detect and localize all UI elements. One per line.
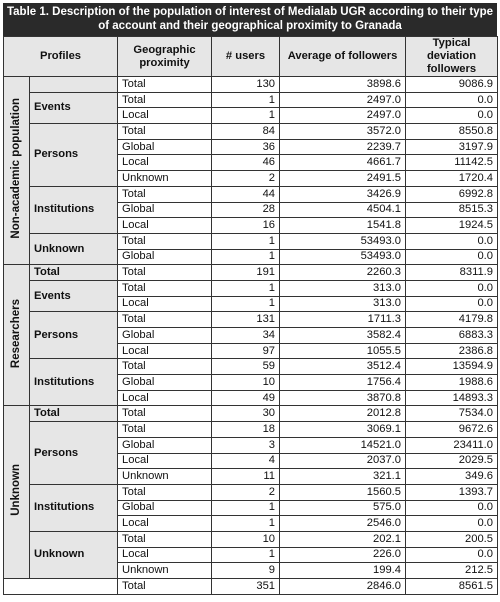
users-cell: 84 — [212, 124, 280, 140]
proximity-cell: Local — [118, 218, 212, 234]
deviation-cell: 9086.9 — [406, 77, 498, 93]
group-label — [4, 406, 30, 579]
average-cell: 2491.5 — [280, 171, 406, 187]
deviation-cell: 2029.5 — [406, 453, 498, 469]
group-name: Non-academic population — [10, 98, 22, 239]
users-cell: 97 — [212, 343, 280, 359]
deviation-cell: 2386.8 — [406, 343, 498, 359]
deviation-cell: 0.0 — [406, 296, 498, 312]
users-cell: 1 — [212, 92, 280, 108]
average-cell: 2239.7 — [280, 139, 406, 155]
users-cell: 10 — [212, 375, 280, 391]
table-row — [4, 531, 498, 547]
deviation-cell: 14893.3 — [406, 390, 498, 406]
deviation-cell: 23411.0 — [406, 437, 498, 453]
average-cell: 1756.4 — [280, 375, 406, 391]
proximity-cell: Global — [118, 139, 212, 155]
table-row — [4, 312, 498, 328]
average-cell: 313.0 — [280, 296, 406, 312]
average-cell: 14521.0 — [280, 437, 406, 453]
users-cell: 44 — [212, 186, 280, 202]
users-cell: 59 — [212, 359, 280, 375]
deviation-cell: 1720.4 — [406, 171, 498, 187]
proximity-cell: Total — [118, 265, 212, 281]
table-row — [4, 265, 498, 281]
subgroup-label: Total — [30, 406, 118, 422]
average-cell: 53493.0 — [280, 233, 406, 249]
average-cell: 3572.0 — [280, 124, 406, 140]
subgroup-label — [30, 77, 118, 93]
average-cell: 1560.5 — [280, 484, 406, 500]
group-name: Unknown — [10, 464, 22, 517]
users-cell: 16 — [212, 218, 280, 234]
average-cell: 2497.0 — [280, 92, 406, 108]
deviation-cell: 0.0 — [406, 249, 498, 265]
grand-total-row — [4, 579, 498, 595]
users-cell: 351 — [212, 579, 280, 595]
proximity-cell: Unknown — [118, 563, 212, 579]
header-users: # users — [212, 37, 280, 77]
average-cell: 575.0 — [280, 500, 406, 516]
deviation-cell: 9672.6 — [406, 422, 498, 438]
users-cell: 130 — [212, 77, 280, 93]
proximity-cell: Unknown — [118, 171, 212, 187]
deviation-cell: 0.0 — [406, 92, 498, 108]
users-cell: 28 — [212, 202, 280, 218]
average-cell: 226.0 — [280, 547, 406, 563]
subgroup-label: Institutions — [30, 359, 118, 406]
deviation-cell: 7534.0 — [406, 406, 498, 422]
average-cell: 3512.4 — [280, 359, 406, 375]
users-cell: 36 — [212, 139, 280, 155]
average-cell: 2260.3 — [280, 265, 406, 281]
average-cell: 53493.0 — [280, 249, 406, 265]
deviation-cell: 8550.8 — [406, 124, 498, 140]
average-cell: 2497.0 — [280, 108, 406, 124]
header-geographic-proximity: Geographic proximity — [118, 37, 212, 77]
users-cell: 10 — [212, 531, 280, 547]
table-row — [4, 359, 498, 375]
table-body — [4, 77, 498, 595]
table-row — [4, 186, 498, 202]
users-cell: 4 — [212, 453, 280, 469]
proximity-cell: Local — [118, 108, 212, 124]
users-cell: 1 — [212, 500, 280, 516]
average-cell: 4504.1 — [280, 202, 406, 218]
proximity-cell: Total — [118, 124, 212, 140]
table-row — [4, 280, 498, 296]
subgroup-label: Events — [30, 280, 118, 311]
deviation-cell: 0.0 — [406, 500, 498, 516]
proximity-cell: Total — [118, 359, 212, 375]
average-cell: 3069.1 — [280, 422, 406, 438]
deviation-cell: 200.5 — [406, 531, 498, 547]
users-cell: 11 — [212, 469, 280, 485]
average-cell: 321.1 — [280, 469, 406, 485]
users-cell: 2 — [212, 484, 280, 500]
proximity-cell: Local — [118, 390, 212, 406]
proximity-cell: Local — [118, 453, 212, 469]
users-cell: 30 — [212, 406, 280, 422]
proximity-cell: Total — [118, 186, 212, 202]
users-cell: 191 — [212, 265, 280, 281]
users-cell: 1 — [212, 249, 280, 265]
proximity-cell: Global — [118, 375, 212, 391]
proximity-cell: Total — [118, 422, 212, 438]
proximity-cell: Total — [118, 579, 212, 595]
proximity-cell: Total — [118, 77, 212, 93]
deviation-cell: 8561.5 — [406, 579, 498, 595]
users-cell: 3 — [212, 437, 280, 453]
deviation-cell: 0.0 — [406, 233, 498, 249]
table-row — [4, 406, 498, 422]
table-row — [4, 92, 498, 108]
deviation-cell: 0.0 — [406, 280, 498, 296]
proximity-cell: Total — [118, 92, 212, 108]
header-deviation-followers: Typical deviation followers — [406, 37, 498, 77]
proximity-cell: Total — [118, 484, 212, 500]
table-row — [4, 422, 498, 438]
average-cell: 3870.8 — [280, 390, 406, 406]
deviation-cell: 0.0 — [406, 516, 498, 532]
users-cell: 9 — [212, 563, 280, 579]
group-name: Researchers — [10, 298, 22, 368]
proximity-cell: Local — [118, 343, 212, 359]
deviation-cell: 1988.6 — [406, 375, 498, 391]
proximity-cell: Global — [118, 437, 212, 453]
grand-total-spacer — [4, 579, 118, 595]
proximity-cell: Local — [118, 296, 212, 312]
average-cell: 202.1 — [280, 531, 406, 547]
users-cell: 18 — [212, 422, 280, 438]
deviation-cell: 1924.5 — [406, 218, 498, 234]
average-cell: 2012.8 — [280, 406, 406, 422]
deviation-cell: 4179.8 — [406, 312, 498, 328]
average-cell: 2037.0 — [280, 453, 406, 469]
subgroup-label: Total — [30, 265, 118, 281]
deviation-cell: 8515.3 — [406, 202, 498, 218]
subgroup-label: Persons — [30, 312, 118, 359]
deviation-cell: 6883.3 — [406, 328, 498, 344]
proximity-cell: Local — [118, 155, 212, 171]
deviation-cell: 1393.7 — [406, 484, 498, 500]
users-cell: 34 — [212, 328, 280, 344]
users-cell: 1 — [212, 516, 280, 532]
average-cell: 1055.5 — [280, 343, 406, 359]
deviation-cell: 0.0 — [406, 547, 498, 563]
deviation-cell: 11142.5 — [406, 155, 498, 171]
average-cell: 4661.7 — [280, 155, 406, 171]
proximity-cell: Global — [118, 249, 212, 265]
deviation-cell: 6992.8 — [406, 186, 498, 202]
group-label — [4, 265, 30, 406]
proximity-cell: Local — [118, 547, 212, 563]
users-cell: 1 — [212, 547, 280, 563]
users-cell: 1 — [212, 296, 280, 312]
group-label — [4, 77, 30, 265]
deviation-cell: 349.6 — [406, 469, 498, 485]
deviation-cell: 3197.9 — [406, 139, 498, 155]
proximity-cell: Total — [118, 233, 212, 249]
proximity-cell: Local — [118, 516, 212, 532]
average-cell: 199.4 — [280, 563, 406, 579]
subgroup-label: Institutions — [30, 186, 118, 233]
average-cell: 3582.4 — [280, 328, 406, 344]
table-row — [4, 77, 498, 93]
table-row — [4, 233, 498, 249]
users-cell: 46 — [212, 155, 280, 171]
table-row — [4, 484, 498, 500]
average-cell: 2846.0 — [280, 579, 406, 595]
users-cell: 1 — [212, 233, 280, 249]
proximity-cell: Total — [118, 406, 212, 422]
proximity-cell: Unknown — [118, 469, 212, 485]
deviation-cell: 0.0 — [406, 108, 498, 124]
deviation-cell: 13594.9 — [406, 359, 498, 375]
deviation-cell: 8311.9 — [406, 265, 498, 281]
users-cell: 49 — [212, 390, 280, 406]
table-caption: Table 1. Description of the population of interest of Medialab UGR according to their type of account and their geographical proximity to Granada — [3, 3, 497, 36]
subgroup-label: Unknown — [30, 531, 118, 578]
subgroup-label: Institutions — [30, 484, 118, 531]
data-table — [3, 36, 498, 595]
average-cell: 1541.8 — [280, 218, 406, 234]
deviation-cell: 212.5 — [406, 563, 498, 579]
average-cell: 1711.3 — [280, 312, 406, 328]
proximity-cell: Global — [118, 328, 212, 344]
users-cell: 2 — [212, 171, 280, 187]
table-row — [4, 124, 498, 140]
subgroup-label: Persons — [30, 124, 118, 187]
users-cell: 131 — [212, 312, 280, 328]
users-cell: 1 — [212, 108, 280, 124]
proximity-cell: Global — [118, 500, 212, 516]
average-cell: 313.0 — [280, 280, 406, 296]
proximity-cell: Total — [118, 312, 212, 328]
proximity-cell: Global — [118, 202, 212, 218]
average-cell: 3426.9 — [280, 186, 406, 202]
users-cell: 1 — [212, 280, 280, 296]
header-average-followers: Average of followers — [280, 37, 406, 77]
header-row — [4, 37, 498, 77]
subgroup-label: Events — [30, 92, 118, 123]
subgroup-label: Persons — [30, 422, 118, 485]
average-cell: 2546.0 — [280, 516, 406, 532]
average-cell: 3898.6 — [280, 77, 406, 93]
proximity-cell: Total — [118, 280, 212, 296]
header-profiles: Profiles — [4, 37, 118, 77]
subgroup-label: Unknown — [30, 233, 118, 264]
proximity-cell: Total — [118, 531, 212, 547]
